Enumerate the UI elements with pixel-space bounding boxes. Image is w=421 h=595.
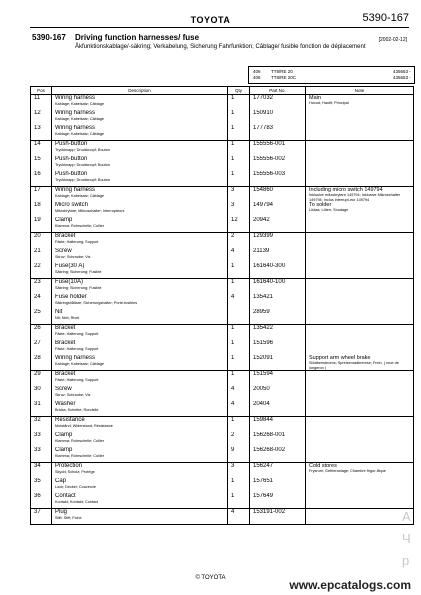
section-subtitle: Åkfunktionskablage/-säkring; Verkabelung, Sicherung Fahrfunktion; Câblage/ fusible fonction de déplacement bbox=[75, 44, 366, 50]
row-qty: 1 bbox=[228, 493, 250, 509]
row-description-main: Bracket bbox=[55, 325, 76, 332]
row-description-main: Push-button bbox=[55, 171, 88, 177]
row-description bbox=[52, 386, 228, 401]
table-row bbox=[31, 309, 414, 325]
row-part-no: 135422 bbox=[250, 325, 306, 341]
row-part-no: 21139 bbox=[250, 248, 306, 263]
table-row bbox=[31, 294, 414, 309]
row-part-no: 151594 bbox=[250, 371, 306, 387]
row-note bbox=[306, 417, 414, 433]
row-part-no: 177032 bbox=[250, 95, 306, 111]
row-part-no: 151596 bbox=[250, 340, 306, 355]
row-qty bbox=[228, 309, 250, 325]
table-row bbox=[31, 141, 414, 157]
row-note-translations: Huvud; Hauflt; Principal bbox=[309, 101, 349, 105]
row-description-translations: Skruv; Schraube; Vis bbox=[55, 393, 91, 398]
row-description-main: Cap bbox=[55, 478, 67, 485]
row-pos: 36 bbox=[31, 493, 52, 509]
row-qty: 3 bbox=[228, 187, 250, 203]
row-part-no: 156268-002 bbox=[250, 447, 306, 463]
row-qty: 1 bbox=[228, 156, 250, 171]
row-qty: 1 bbox=[228, 125, 250, 141]
row-note-main: To solder bbox=[309, 202, 332, 209]
table-row bbox=[31, 156, 414, 171]
row-pos: 32 bbox=[31, 417, 52, 433]
row-pos: 30 bbox=[31, 386, 52, 401]
row-part-no: 154860 bbox=[250, 187, 306, 203]
header-divider bbox=[30, 27, 409, 28]
row-pos: 31 bbox=[31, 401, 52, 417]
table-row bbox=[31, 432, 414, 447]
row-description bbox=[52, 340, 228, 355]
row-part-no: 161640-100 bbox=[250, 279, 306, 295]
row-note bbox=[306, 325, 414, 341]
row-pos: 19 bbox=[31, 217, 52, 233]
row-part-no: 150910 bbox=[250, 110, 306, 125]
side-characters bbox=[402, 506, 411, 572]
row-description-main: Contact bbox=[55, 493, 76, 500]
machine-model: 406 bbox=[253, 75, 261, 80]
row-qty: 2 bbox=[228, 233, 250, 249]
row-pos: 14 bbox=[31, 141, 52, 157]
row-pos: 28 bbox=[31, 355, 52, 371]
row-note-main: Including micro switch 149794 bbox=[309, 187, 383, 193]
table-row bbox=[31, 493, 414, 509]
row-qty: 4 bbox=[228, 509, 250, 525]
table-row bbox=[31, 340, 414, 355]
row-part-no: 152091 bbox=[250, 355, 306, 371]
row-note-main: Support arm wheel brake bbox=[309, 355, 371, 362]
row-part-no: 153191-002 bbox=[250, 509, 306, 525]
table-row bbox=[31, 263, 414, 279]
row-pos: 33 bbox=[31, 447, 52, 463]
row-pos: 27 bbox=[31, 340, 52, 355]
row-description-translations: Bricka; Scheibe; Rondelle bbox=[55, 408, 99, 413]
row-note bbox=[306, 432, 414, 447]
row-pos: 21 bbox=[31, 248, 52, 263]
row-note bbox=[306, 217, 414, 233]
side-char: р bbox=[402, 553, 410, 568]
row-qty: 1 bbox=[228, 478, 250, 493]
row-description bbox=[52, 432, 228, 447]
row-description-translations: Skruv; Schraube; Vis bbox=[55, 255, 91, 260]
table-row bbox=[31, 171, 414, 187]
row-note bbox=[306, 248, 414, 263]
section-number: 5390-167 bbox=[32, 33, 66, 42]
row-description-translations: Kablage; Kabelsatz; Câblage bbox=[55, 132, 104, 136]
row-description bbox=[52, 156, 228, 171]
row-part-no: 155556-002 bbox=[250, 156, 306, 171]
row-pos: 26 bbox=[31, 325, 52, 341]
table-row bbox=[31, 401, 414, 417]
row-description-main: Bracket bbox=[55, 340, 76, 347]
row-description bbox=[52, 141, 228, 157]
row-note bbox=[306, 493, 414, 509]
row-note bbox=[306, 125, 414, 141]
row-note bbox=[306, 95, 414, 111]
brand-header: TOYOTA bbox=[190, 15, 231, 25]
table-row bbox=[31, 463, 414, 479]
side-char: А bbox=[402, 509, 411, 524]
machine-line bbox=[253, 75, 411, 81]
row-pos: 18 bbox=[31, 202, 52, 217]
row-description-translations: Säkringshållare; Sicherungshalter; Porte-fusibles bbox=[55, 301, 138, 306]
col-header-description: Description bbox=[52, 87, 228, 95]
col-header-note: Note bbox=[306, 87, 414, 95]
row-description-main: Washer bbox=[55, 401, 76, 408]
row-part-no: 157651 bbox=[250, 478, 306, 493]
row-pos: 13 bbox=[31, 125, 52, 141]
row-description-main: Push-button bbox=[55, 141, 88, 147]
row-description-translations: Säkring; Sicherung; Fusible bbox=[55, 270, 102, 275]
row-description bbox=[52, 233, 228, 249]
row-part-no: 129399 bbox=[250, 233, 306, 249]
row-pos: 12 bbox=[31, 110, 52, 125]
row-description bbox=[52, 171, 228, 187]
row-qty: 1 bbox=[228, 279, 250, 295]
row-description bbox=[52, 125, 228, 141]
row-note bbox=[306, 202, 414, 217]
table-row bbox=[31, 110, 414, 125]
row-description-translations: Fäste; Halterung; Support bbox=[55, 378, 99, 383]
row-description bbox=[52, 95, 228, 111]
row-description-translations: Motstånd; Widerstand; Résistance bbox=[55, 424, 113, 429]
row-part-no: 155556-003 bbox=[250, 171, 306, 187]
row-description-main: Bracket bbox=[55, 371, 76, 378]
row-description bbox=[52, 447, 228, 463]
row-description bbox=[52, 478, 228, 493]
row-description-main: Clamp bbox=[55, 432, 73, 439]
table-row bbox=[31, 509, 414, 525]
machine-type: TT8/RE 20C bbox=[271, 75, 297, 80]
row-description-translations: Mikrobrytare; Mikroschalter; Interrupteurs bbox=[55, 209, 125, 214]
row-qty: 4 bbox=[228, 294, 250, 309]
row-note bbox=[306, 478, 414, 493]
row-pos: 34 bbox=[31, 463, 52, 479]
row-description-translations: Tryckknapp; Druckknopf; Bouton bbox=[55, 163, 110, 167]
table-row bbox=[31, 371, 414, 387]
row-description-translations: Kablage; Kabelsatz; Câblage bbox=[55, 117, 104, 121]
row-qty: 1 bbox=[228, 110, 250, 125]
row-description-translations: Stift; Stift; Fiche bbox=[55, 516, 82, 521]
table-row bbox=[31, 233, 414, 249]
row-note bbox=[306, 401, 414, 417]
row-pos: 16 bbox=[31, 171, 52, 187]
row-description bbox=[52, 325, 228, 341]
row-note bbox=[306, 171, 414, 187]
row-part-no: 155556-001 bbox=[250, 141, 306, 157]
row-pos: 35 bbox=[31, 478, 52, 493]
row-description bbox=[52, 279, 228, 295]
row-description bbox=[52, 371, 228, 387]
row-qty: 1 bbox=[228, 340, 250, 355]
machine-serial: 435653 - bbox=[393, 75, 411, 80]
row-qty: 1 bbox=[228, 355, 250, 371]
footer-copyright: © TOYOTA bbox=[195, 575, 226, 581]
table-row bbox=[31, 217, 414, 233]
row-qty: 4 bbox=[228, 401, 250, 417]
row-part-no: 135421 bbox=[250, 294, 306, 309]
row-description bbox=[52, 263, 228, 279]
row-pos: 17 bbox=[31, 187, 52, 203]
row-part-no: 177783 bbox=[250, 125, 306, 141]
row-description bbox=[52, 355, 228, 371]
row-qty: 1 bbox=[228, 371, 250, 387]
row-note bbox=[306, 447, 414, 463]
row-pos: 25 bbox=[31, 309, 52, 325]
section-title: Driving function harnesses/ fuse bbox=[75, 33, 200, 42]
table-row bbox=[31, 248, 414, 263]
row-note bbox=[306, 279, 414, 295]
row-qty: 9 bbox=[228, 447, 250, 463]
row-description-main: Resistance bbox=[55, 417, 85, 424]
row-note bbox=[306, 110, 414, 125]
col-header-part-no: Part No. bbox=[250, 87, 306, 95]
row-note-translations: Frysrum; Gefrieranlage; Chambre frigor-ifique bbox=[309, 469, 386, 474]
row-description-translations: Klamma; Rohrschelle; Collier bbox=[55, 224, 104, 229]
row-description-main: Screw bbox=[55, 248, 72, 255]
watermark-link[interactable]: www.epcatalogs.com bbox=[289, 578, 411, 592]
table-row bbox=[31, 386, 414, 401]
row-note bbox=[306, 233, 414, 249]
row-description-translations: Säkring; Sicherung; Fusible bbox=[55, 286, 102, 291]
row-description-translations: Fäste; Halterung; Support bbox=[55, 332, 99, 337]
row-description-translations: Kablage; Kabelsatz; Câblage bbox=[55, 102, 104, 106]
side-char: Ч bbox=[402, 531, 411, 546]
table-row bbox=[31, 125, 414, 141]
machine-model: 406 bbox=[253, 69, 261, 74]
row-description-main: Screw bbox=[55, 386, 72, 393]
row-qty: 4 bbox=[228, 386, 250, 401]
row-description bbox=[52, 294, 228, 309]
row-note-translations: Inklusive mikrobrytare 149794; Inklusive Mikroschalter 149794; Inclus interrupt-eur 149794 bbox=[309, 193, 401, 202]
row-description-main: Fuse holder bbox=[55, 294, 87, 301]
row-pos: 29 bbox=[31, 371, 52, 387]
row-qty: 4 bbox=[228, 248, 250, 263]
col-header-qty: Qty bbox=[228, 87, 250, 95]
parts-table bbox=[30, 86, 414, 525]
row-description-translations: Fäste; Halterung; Support bbox=[55, 240, 99, 245]
table-row bbox=[31, 447, 414, 463]
row-note bbox=[306, 340, 414, 355]
row-description bbox=[52, 463, 228, 479]
row-qty: 3 bbox=[228, 202, 250, 217]
row-note bbox=[306, 263, 414, 279]
row-part-no: 156268-001 bbox=[250, 432, 306, 447]
row-note bbox=[306, 355, 414, 371]
row-part-no: 159844 bbox=[250, 417, 306, 433]
row-qty: 12 bbox=[228, 217, 250, 233]
row-pos: 20 bbox=[31, 233, 52, 249]
row-description-translations: Skydd; Schutz; Protège bbox=[55, 470, 95, 475]
row-description bbox=[52, 248, 228, 263]
row-description-main: Plug bbox=[55, 509, 68, 516]
row-description-main: Clamp bbox=[55, 447, 73, 454]
row-description bbox=[52, 417, 228, 433]
table-row bbox=[31, 202, 414, 217]
row-note-main: Cold stores bbox=[309, 463, 337, 470]
row-note bbox=[306, 294, 414, 309]
row-description-main: Protection bbox=[55, 463, 83, 470]
table-row bbox=[31, 478, 414, 493]
section-date: [2002-02-12] bbox=[378, 37, 407, 43]
row-description-translations: Fäste; Halterung; Support bbox=[55, 347, 99, 352]
row-qty: 1 bbox=[228, 325, 250, 341]
table-row bbox=[31, 417, 414, 433]
row-description-main: Wiring harness bbox=[55, 95, 96, 101]
row-description bbox=[52, 509, 228, 525]
row-note bbox=[306, 156, 414, 171]
row-note bbox=[306, 386, 414, 401]
row-description-translations: Lock; Deckel; Couvercle bbox=[55, 485, 96, 490]
row-note bbox=[306, 309, 414, 325]
table-header-row bbox=[31, 87, 414, 95]
row-qty: 1 bbox=[228, 95, 250, 111]
row-pos: 23 bbox=[31, 279, 52, 295]
row-qty: 3 bbox=[228, 463, 250, 479]
table-row bbox=[31, 187, 414, 203]
row-description-translations: Kablage; Kabelsatz; Câblage bbox=[55, 194, 104, 198]
row-note bbox=[306, 187, 414, 203]
row-note-translations: Stödbensbroms; Spreizenradbremse; Frein, ( roue de longeron ) bbox=[309, 361, 399, 370]
row-description-translations: Kontakt; Kontakt; Contact bbox=[55, 500, 99, 505]
row-description-main: Fuse(10A) bbox=[55, 279, 84, 286]
row-note bbox=[306, 463, 414, 479]
table-row bbox=[31, 95, 414, 111]
row-qty: 2 bbox=[228, 432, 250, 447]
row-description-translations: Klamma; Rohrschelle; Collier bbox=[55, 454, 104, 459]
row-qty: 1 bbox=[228, 141, 250, 157]
row-description-main: Wiring harness bbox=[55, 110, 96, 116]
row-note bbox=[306, 141, 414, 157]
row-description bbox=[52, 401, 228, 417]
row-description-translations: Kablage; Kabelsatz; Câblage bbox=[55, 362, 104, 367]
row-description bbox=[52, 309, 228, 325]
row-pos: 24 bbox=[31, 294, 52, 309]
row-part-no: 20404 bbox=[250, 401, 306, 417]
row-part-no: 161640-300 bbox=[250, 263, 306, 279]
machine-type: TT8/RE 20 bbox=[271, 69, 293, 74]
row-pos: 22 bbox=[31, 263, 52, 279]
row-description bbox=[52, 493, 228, 509]
row-description-translations: Tryckknapp; Druckknopf; Bouton bbox=[55, 178, 110, 182]
row-description-translations: Klamma; Rohrschelle; Collier bbox=[55, 439, 104, 444]
row-part-no: 149794 bbox=[250, 202, 306, 217]
row-qty: 1 bbox=[228, 263, 250, 279]
row-qty: 1 bbox=[228, 417, 250, 433]
table-row bbox=[31, 279, 414, 295]
row-description-main: Clamp bbox=[55, 217, 73, 224]
row-part-no: 156247 bbox=[250, 463, 306, 479]
table-row bbox=[31, 355, 414, 371]
row-pos: 33 bbox=[31, 432, 52, 447]
row-description-main: Push-button bbox=[55, 156, 88, 162]
row-part-no: 28959 bbox=[250, 309, 306, 325]
row-pos: 15 bbox=[31, 156, 52, 171]
row-description bbox=[52, 110, 228, 125]
row-pos: 11 bbox=[31, 95, 52, 111]
row-note-translations: Lödas; Löten; Soudage bbox=[309, 208, 349, 213]
table-row bbox=[31, 325, 414, 341]
row-description-main: Wiring harness bbox=[55, 355, 96, 362]
row-description bbox=[52, 202, 228, 217]
page-code: 5390-167 bbox=[362, 12, 409, 24]
row-description-main: Wiring harness bbox=[55, 187, 96, 193]
row-description-main: Micro switch bbox=[55, 202, 89, 209]
row-description bbox=[52, 217, 228, 233]
machine-serial: 435653 - bbox=[393, 69, 411, 74]
row-description-main: Nit bbox=[55, 309, 63, 316]
row-qty: 1 bbox=[228, 171, 250, 187]
row-part-no: 20942 bbox=[250, 217, 306, 233]
row-description-translations: Tryckknapp; Druckknopf; Bouton bbox=[55, 148, 110, 152]
row-description-main: Bracket bbox=[55, 233, 76, 240]
row-description-translations: Nit; Niet; Rivet bbox=[55, 316, 80, 321]
row-note bbox=[306, 509, 414, 525]
machine-applicability-box bbox=[248, 66, 415, 84]
col-header-pos: Pos bbox=[31, 87, 52, 95]
row-part-no: 20050 bbox=[250, 386, 306, 401]
row-pos: 37 bbox=[31, 509, 52, 525]
row-note bbox=[306, 371, 414, 387]
row-part-no: 157649 bbox=[250, 493, 306, 509]
row-description-main: Wiring harness bbox=[55, 125, 96, 131]
row-description-main: Fuse(30 A) bbox=[55, 263, 85, 270]
row-note-main: Main bbox=[309, 95, 321, 101]
row-description bbox=[52, 187, 228, 203]
